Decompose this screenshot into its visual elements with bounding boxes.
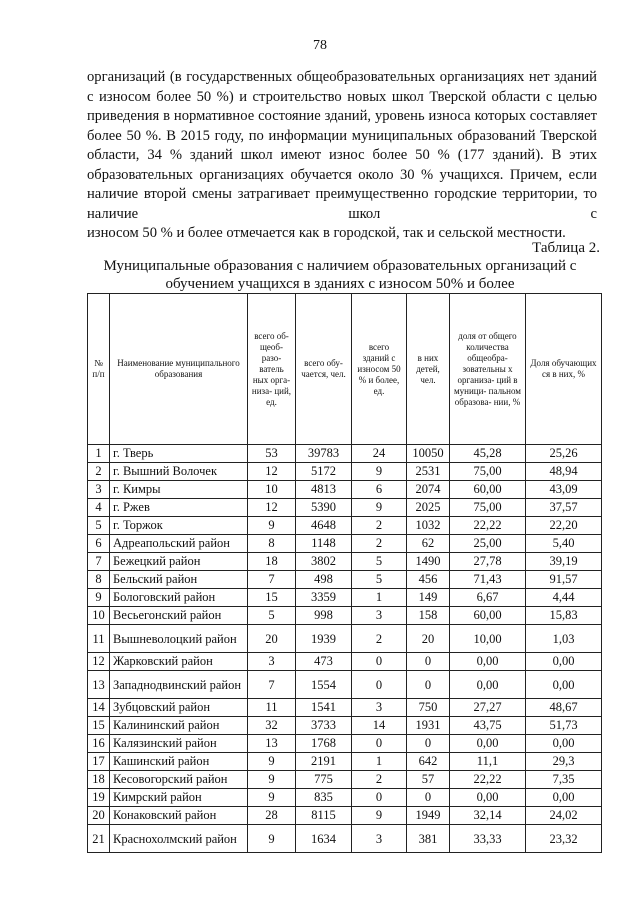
cell-share-students: 37,57 [526, 499, 602, 517]
cell-buildings: 3 [352, 825, 407, 853]
table-row [88, 571, 602, 589]
cell-share-students: 15,83 [526, 607, 602, 625]
cell-share-orgs: 27,78 [450, 553, 526, 571]
cell-students: 998 [296, 607, 352, 625]
cell-num: 18 [88, 771, 110, 789]
header-num: № п/п [88, 294, 110, 445]
cell-name: г. Кимры [110, 481, 248, 499]
cell-buildings: 0 [352, 789, 407, 807]
cell-num: 16 [88, 735, 110, 753]
cell-buildings: 24 [352, 445, 407, 463]
cell-buildings: 2 [352, 771, 407, 789]
cell-children: 0 [407, 653, 450, 671]
cell-name: г. Вышний Волочек [110, 463, 248, 481]
cell-share-orgs: 22,22 [450, 771, 526, 789]
cell-orgs: 28 [248, 807, 296, 825]
cell-num: 10 [88, 607, 110, 625]
header-name: Наименование муниципального образования [110, 294, 248, 445]
cell-share-orgs: 45,28 [450, 445, 526, 463]
cell-share-students: 51,73 [526, 717, 602, 735]
cell-num: 17 [88, 753, 110, 771]
cell-buildings: 1 [352, 589, 407, 607]
cell-orgs: 7 [248, 571, 296, 589]
cell-share-students: 4,44 [526, 589, 602, 607]
cell-name: г. Торжок [110, 517, 248, 535]
cell-num: 3 [88, 481, 110, 499]
cell-buildings: 9 [352, 807, 407, 825]
cell-share-students: 0,00 [526, 789, 602, 807]
cell-num: 1 [88, 445, 110, 463]
cell-share-students: 91,57 [526, 571, 602, 589]
page-number: 78 [313, 38, 327, 53]
cell-name: Бологовский район [110, 589, 248, 607]
cell-students: 3802 [296, 553, 352, 571]
cell-share-orgs: 60,00 [450, 607, 526, 625]
cell-buildings: 5 [352, 571, 407, 589]
cell-children: 149 [407, 589, 450, 607]
cell-name: Вышневолоцкий район [110, 625, 248, 653]
cell-orgs: 12 [248, 463, 296, 481]
table-row [88, 553, 602, 571]
cell-orgs: 8 [248, 535, 296, 553]
cell-orgs: 11 [248, 699, 296, 717]
cell-buildings: 6 [352, 481, 407, 499]
cell-share-students: 5,40 [526, 535, 602, 553]
cell-children: 750 [407, 699, 450, 717]
paragraph-line: с целью приведения в нормативное состояние зданий, уровень износа [87, 88, 597, 124]
cell-share-students: 22,20 [526, 517, 602, 535]
cell-buildings: 9 [352, 463, 407, 481]
cell-num: 4 [88, 499, 110, 517]
cell-buildings: 3 [352, 607, 407, 625]
cell-num: 21 [88, 825, 110, 853]
cell-num: 14 [88, 699, 110, 717]
cell-share-students: 48,67 [526, 699, 602, 717]
table-row [88, 463, 602, 481]
cell-share-orgs: 60,00 [450, 481, 526, 499]
cell-share-orgs: 0,00 [450, 653, 526, 671]
cell-students: 1768 [296, 735, 352, 753]
cell-name: Краснохолмский район [110, 825, 248, 853]
cell-students: 1541 [296, 699, 352, 717]
cell-children: 1490 [407, 553, 450, 571]
cell-name: Бежецкий район [110, 553, 248, 571]
cell-buildings: 2 [352, 625, 407, 653]
cell-children: 0 [407, 671, 450, 699]
header-children: в них детей, чел. [407, 294, 450, 445]
cell-children: 381 [407, 825, 450, 853]
cell-students: 1939 [296, 625, 352, 653]
cell-name: Жарковский район [110, 653, 248, 671]
cell-num: 13 [88, 671, 110, 699]
paragraph-line: которых составляет более 50 %. В 2015 году, по информации [87, 108, 597, 144]
cell-orgs: 7 [248, 671, 296, 699]
cell-share-orgs: 27,27 [450, 699, 526, 717]
cell-children: 1949 [407, 807, 450, 825]
table-row [88, 735, 602, 753]
table-row [88, 625, 602, 653]
table-title-line-1: Муниципальные образования с наличием образовательных организаций с [103, 258, 577, 274]
cell-share-students: 7,35 [526, 771, 602, 789]
cell-orgs: 9 [248, 789, 296, 807]
cell-buildings: 0 [352, 671, 407, 699]
cell-name: Кесовогорский район [110, 771, 248, 789]
table-row [88, 499, 602, 517]
cell-share-students: 0,00 [526, 735, 602, 753]
cell-students: 4813 [296, 481, 352, 499]
cell-share-orgs: 32,14 [450, 807, 526, 825]
table-row [88, 517, 602, 535]
cell-children: 57 [407, 771, 450, 789]
table-title [60, 257, 620, 293]
cell-children: 10050 [407, 445, 450, 463]
table-row [88, 671, 602, 699]
cell-buildings: 3 [352, 699, 407, 717]
header-orgs: всего об- щеоб- разо- ватель ных орга- низа- ций, ед. [248, 294, 296, 445]
cell-students: 39783 [296, 445, 352, 463]
cell-num: 19 [88, 789, 110, 807]
cell-buildings: 9 [352, 499, 407, 517]
paragraph-line: затрагивает преимущественно городские территории, то наличие школ с [87, 186, 598, 222]
cell-students: 1634 [296, 825, 352, 853]
table-row [88, 789, 602, 807]
table-title-line-2: обучением учащихся в зданиях с износом 50% и более [165, 276, 515, 292]
cell-orgs: 9 [248, 517, 296, 535]
cell-share-students: 25,26 [526, 445, 602, 463]
cell-students: 5390 [296, 499, 352, 517]
cell-num: 20 [88, 807, 110, 825]
cell-num: 7 [88, 553, 110, 571]
table-row [88, 807, 602, 825]
cell-name: Калязинский район [110, 735, 248, 753]
paragraph-line: износ более 50 % (177 зданий). В этих образовательных организациях [87, 147, 598, 183]
cell-name: Западнодвинский район [110, 671, 248, 699]
cell-num: 2 [88, 463, 110, 481]
paragraph-line: зданий с износом более 50 %) и строительство новых школ Тверской области [87, 69, 597, 105]
cell-buildings: 14 [352, 717, 407, 735]
cell-orgs: 12 [248, 499, 296, 517]
cell-share-students: 23,32 [526, 825, 602, 853]
cell-orgs: 15 [248, 589, 296, 607]
cell-share-students: 48,94 [526, 463, 602, 481]
cell-share-students: 1,03 [526, 625, 602, 653]
cell-buildings: 2 [352, 517, 407, 535]
paragraph-line: обучается около 30 % учащихся. Причем, если наличие второй смены [87, 166, 597, 202]
cell-students: 3359 [296, 589, 352, 607]
cell-name: Кашинский район [110, 753, 248, 771]
cell-share-orgs: 75,00 [450, 463, 526, 481]
header-buildings: всего зданий с износом 50 % и более, ед. [352, 294, 407, 445]
table-header-row [88, 294, 602, 445]
cell-num: 9 [88, 589, 110, 607]
cell-share-students: 43,09 [526, 481, 602, 499]
cell-name: Адреапольский район [110, 535, 248, 553]
cell-share-orgs: 75,00 [450, 499, 526, 517]
cell-name: Бельский район [110, 571, 248, 589]
table-row [88, 535, 602, 553]
cell-buildings: 1 [352, 753, 407, 771]
cell-name: Конаковский район [110, 807, 248, 825]
cell-buildings: 5 [352, 553, 407, 571]
table-row [88, 753, 602, 771]
cell-orgs: 9 [248, 753, 296, 771]
cell-name: Весьегонский район [110, 607, 248, 625]
table-row [88, 589, 602, 607]
cell-share-students: 29,3 [526, 753, 602, 771]
table-label: Таблица 2. [532, 240, 600, 256]
cell-share-orgs: 25,00 [450, 535, 526, 553]
municipalities-table [87, 293, 602, 853]
cell-orgs: 32 [248, 717, 296, 735]
cell-share-orgs: 10,00 [450, 625, 526, 653]
cell-share-students: 0,00 [526, 653, 602, 671]
cell-share-orgs: 22,22 [450, 517, 526, 535]
cell-share-students: 0,00 [526, 671, 602, 699]
cell-children: 20 [407, 625, 450, 653]
cell-share-orgs: 71,43 [450, 571, 526, 589]
cell-num: 11 [88, 625, 110, 653]
table-row [88, 653, 602, 671]
cell-name: Кимрский район [110, 789, 248, 807]
cell-num: 12 [88, 653, 110, 671]
cell-children: 2025 [407, 499, 450, 517]
cell-students: 498 [296, 571, 352, 589]
table-row [88, 771, 602, 789]
cell-students: 1554 [296, 671, 352, 699]
cell-students: 835 [296, 789, 352, 807]
cell-orgs: 9 [248, 825, 296, 853]
cell-orgs: 53 [248, 445, 296, 463]
cell-num: 5 [88, 517, 110, 535]
paragraph-line: износом 50 % и более отмечается как в городской, так и сельской местности. [87, 225, 566, 241]
cell-children: 2074 [407, 481, 450, 499]
table-row [88, 607, 602, 625]
cell-share-orgs: 0,00 [450, 671, 526, 699]
cell-students: 5172 [296, 463, 352, 481]
cell-num: 6 [88, 535, 110, 553]
cell-students: 4648 [296, 517, 352, 535]
cell-students: 1148 [296, 535, 352, 553]
cell-share-orgs: 6,67 [450, 589, 526, 607]
cell-children: 158 [407, 607, 450, 625]
cell-students: 2191 [296, 753, 352, 771]
cell-orgs: 3 [248, 653, 296, 671]
table-row [88, 481, 602, 499]
header-share-students: Доля обучающих ся в них, % [526, 294, 602, 445]
cell-name: г. Ржев [110, 499, 248, 517]
cell-orgs: 13 [248, 735, 296, 753]
cell-children: 0 [407, 789, 450, 807]
cell-buildings: 0 [352, 735, 407, 753]
cell-share-orgs: 43,75 [450, 717, 526, 735]
cell-children: 456 [407, 571, 450, 589]
header-students: всего обу- чается, чел. [296, 294, 352, 445]
paragraph-line: организаций (в государственных общеобразовательных организациях нет [87, 69, 550, 85]
cell-share-students: 24,02 [526, 807, 602, 825]
cell-orgs: 10 [248, 481, 296, 499]
cell-num: 15 [88, 717, 110, 735]
paragraph-line: муниципальных образований Тверской области, 34 % зданий школ имеют [87, 127, 597, 163]
cell-share-orgs: 11,1 [450, 753, 526, 771]
cell-children: 1931 [407, 717, 450, 735]
table-row [88, 445, 602, 463]
table-row [88, 699, 602, 717]
cell-orgs: 9 [248, 771, 296, 789]
table-row [88, 825, 602, 853]
cell-orgs: 5 [248, 607, 296, 625]
cell-children: 1032 [407, 517, 450, 535]
cell-buildings: 0 [352, 653, 407, 671]
cell-children: 2531 [407, 463, 450, 481]
cell-children: 642 [407, 753, 450, 771]
cell-students: 473 [296, 653, 352, 671]
cell-num: 8 [88, 571, 110, 589]
cell-children: 62 [407, 535, 450, 553]
cell-name: г. Тверь [110, 445, 248, 463]
cell-students: 8115 [296, 807, 352, 825]
cell-share-students: 39,19 [526, 553, 602, 571]
cell-buildings: 2 [352, 535, 407, 553]
cell-orgs: 18 [248, 553, 296, 571]
header-share-orgs: доля от общего количества общеобра- зовательны х организа- ций в муници- пальном образова- нии, % [450, 294, 526, 445]
cell-share-orgs: 0,00 [450, 789, 526, 807]
table-row [88, 717, 602, 735]
body-paragraph [87, 68, 597, 244]
cell-children: 0 [407, 735, 450, 753]
cell-students: 3733 [296, 717, 352, 735]
cell-orgs: 20 [248, 625, 296, 653]
cell-students: 775 [296, 771, 352, 789]
cell-name: Зубцовский район [110, 699, 248, 717]
cell-share-orgs: 0,00 [450, 735, 526, 753]
cell-name: Калининский район [110, 717, 248, 735]
cell-share-orgs: 33,33 [450, 825, 526, 853]
